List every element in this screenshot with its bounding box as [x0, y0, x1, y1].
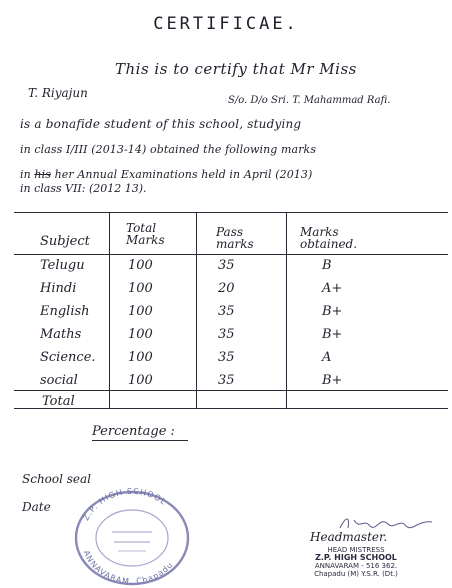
headmaster-title: Headmaster. — [310, 530, 388, 544]
prev-class-line: in class VII: (2012 13). — [20, 182, 147, 195]
school-seal-label: School seal — [22, 472, 92, 486]
cell-subject: English — [40, 304, 90, 319]
cell-grade: B — [322, 258, 332, 273]
header-obtained — [300, 226, 357, 250]
cell-total-marks: 100 — [128, 258, 153, 273]
header-pass — [216, 226, 254, 250]
certificate-title: CERTIFICAE. — [153, 14, 299, 34]
date-label: Date — [22, 500, 51, 514]
percentage-label: Percentage : — [92, 424, 175, 439]
header-pass-line2: marks — [216, 237, 254, 251]
cell-pass-marks: 35 — [218, 350, 235, 365]
table-divider-2 — [196, 212, 197, 408]
stamp-line-1: HEAD MISTRESS — [327, 546, 385, 554]
cell-grade: B+ — [322, 373, 343, 388]
cell-subject: Science. — [40, 350, 96, 365]
table-header-border — [14, 254, 448, 255]
percentage-underline — [92, 440, 188, 441]
header-total-line2: Marks — [126, 233, 165, 247]
table-top-border — [14, 212, 448, 213]
cell-subject: Hindi — [40, 281, 77, 296]
bonafide-line: is a bonafide student of this school, studying — [20, 117, 302, 131]
cell-subject: Maths — [40, 327, 82, 342]
class-line: in class I/III (2013-14) obtained the following marks — [20, 143, 317, 156]
table-total-border — [14, 390, 448, 391]
cell-pass-marks: 35 — [218, 258, 235, 273]
cell-subject: social — [40, 373, 78, 388]
cell-grade: A+ — [322, 281, 343, 296]
cell-total-marks: 100 — [128, 350, 153, 365]
header-obtained-line1: Marks — [300, 225, 339, 239]
cell-grade: B+ — [322, 327, 343, 342]
exam-line-struck: his — [34, 168, 51, 181]
headmaster-stamp — [296, 546, 416, 578]
cell-total-marks: 100 — [128, 327, 153, 342]
cell-total-marks: 100 — [128, 373, 153, 388]
parent-name: S/o. D/o Sri. T. Mahammad Rafi. — [228, 95, 391, 106]
exam-line — [20, 168, 312, 181]
cell-pass-marks: 35 — [218, 373, 235, 388]
stamp-line-4: Chapadu (M) Y.S.R. (Dt.) — [314, 570, 398, 578]
header-pass-line1: Pass — [216, 225, 244, 239]
cell-pass-marks: 20 — [218, 281, 235, 296]
table-divider-3 — [286, 212, 287, 408]
header-obtained-line2: obtained. — [300, 237, 358, 251]
seal-bottom-text: ANNAVARAM, Chapadu — [81, 549, 176, 586]
cell-pass-marks: 35 — [218, 304, 235, 319]
cell-subject: Telugu — [40, 258, 85, 273]
stamp-line-2: Z.P. HIGH SCHOOL — [315, 553, 397, 562]
table-bottom-border — [14, 408, 448, 409]
header-total — [126, 222, 165, 246]
cell-pass-marks: 35 — [218, 327, 235, 342]
stamp-line-3: ANNAVARAM - 516 362. — [314, 562, 398, 570]
exam-line-rest: her Annual Examinations held in April (2013) — [54, 168, 313, 181]
header-subject: Subject — [40, 234, 90, 249]
student-name: T. Riyajun — [28, 86, 88, 100]
table-divider-1 — [109, 212, 110, 408]
exam-line-prefix: in — [20, 168, 31, 181]
total-label: Total — [42, 394, 75, 409]
header-total-line1: Total — [126, 221, 157, 235]
certify-line: This is to certify that Mr Miss — [115, 60, 357, 78]
cell-total-marks: 100 — [128, 304, 153, 319]
cell-grade: A — [322, 350, 332, 365]
cell-total-marks: 100 — [128, 281, 153, 296]
seal-top-text: Z.P. HIGH SCHOOL — [81, 486, 169, 523]
cell-grade: B+ — [322, 304, 343, 319]
school-seal-stamp — [70, 478, 194, 586]
